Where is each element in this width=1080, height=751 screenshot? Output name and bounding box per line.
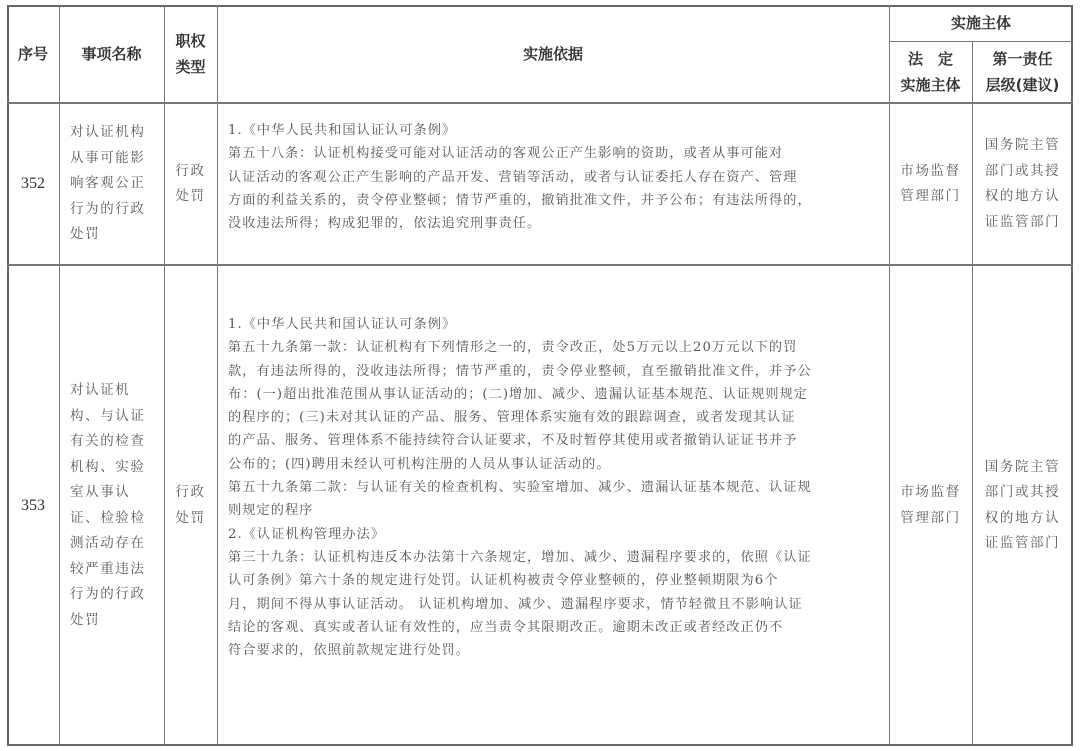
legal-subject-line: 管理部门 [900, 509, 961, 526]
header-item-name [59, 5, 164, 103]
item-name-line: 处罚 [70, 226, 101, 243]
item-name-line: 从事可能影 [70, 149, 146, 166]
item-name-line: 证、检验检 [70, 509, 146, 526]
seq-number: 353 [21, 496, 45, 514]
row-352-power-type [164, 103, 217, 265]
row-353-basis [228, 313, 883, 662]
item-name-line: 构、与认证 [70, 407, 146, 424]
header-subject-group-label: 实施主体 [950, 14, 1011, 32]
basis-line: 认可条例》第六十条的规定进行处罚。认证机构被责令停业整顿的，停业整顿期限为6个 [228, 573, 779, 589]
power-type-line: 行政 [175, 162, 206, 179]
legal-subject-line: 管理部门 [900, 188, 961, 204]
row-353-legal-subject [889, 265, 972, 746]
basis-line: 第五十八条：认证机构接受可能对认证活动的客观公正产生影响的资助，或者从事可能对 [228, 146, 784, 162]
header-power-type-line2: 类型 [175, 58, 206, 76]
header-legal-subject-line2: 实施主体 [900, 76, 961, 94]
header-first-responsibility [972, 41, 1073, 103]
item-name-line: 行为的行政 [70, 586, 146, 602]
first-resp-line: 证监管部门 [984, 535, 1061, 551]
header-subject-group [889, 5, 1073, 41]
basis-line: 款，有违法所得的，没收违法所得；情节严重的，责令停业整顿，直至撤销批准文件，并予公 [228, 363, 812, 379]
item-name-line: 响客观公正 [70, 175, 146, 192]
first-resp-line: 部门或其授 [984, 484, 1061, 500]
item-name-line: 室从事认 [70, 484, 131, 500]
basis-line: 1.《中华人民共和国认证认可条例》 [228, 123, 457, 138]
item-name-line: 测活动存在 [70, 535, 146, 551]
item-name-line: 对认证机 [70, 382, 131, 398]
header-power-type-line1: 职权 [175, 32, 206, 50]
basis-line: 认证活动的客观公正产生影响的产品开发、营销等活动，或者与认证委托人存在资产、管理 [228, 169, 798, 185]
first-resp-line: 国务院主管 [984, 458, 1061, 475]
first-resp-line: 部门或其授 [984, 162, 1061, 179]
legal-subject-line: 市场监督 [900, 484, 961, 500]
seq-number: 352 [21, 175, 45, 192]
basis-line: 则规定的程序 [228, 503, 314, 519]
legal-subject-line: 市场监督 [900, 162, 961, 179]
first-resp-line: 国务院主管 [984, 137, 1061, 153]
header-power-type [164, 5, 217, 103]
basis-line: 1.《中华人民共和国认证认可条例》 [228, 317, 457, 332]
column-divider [217, 5, 218, 746]
header-item-name-label: 事项名称 [81, 45, 142, 63]
header-first-resp-line1: 第一责任 [992, 50, 1053, 68]
row-352-legal-subject [889, 103, 972, 265]
row-353-power-type [164, 265, 217, 746]
power-type-line: 处罚 [175, 188, 206, 204]
basis-line: 符合要求的，依照前款规定进行处罚。 [228, 643, 471, 659]
item-name-line: 有关的检查 [70, 433, 146, 449]
header-basis-label: 实施依据 [522, 45, 583, 63]
basis-line: 的程序的；(三)未对其认证的产品、服务、管理体系实施有效的跟踪调查，或者发现其认证 [228, 410, 796, 426]
row-353-first-responsibility [972, 265, 1073, 746]
header-legal-subject [889, 41, 972, 103]
header-basis [217, 5, 889, 103]
power-type-line: 行政 [175, 484, 206, 500]
basis-line: 布：(一)超出批准范围从事认证活动的；(二)增加、减少、遗漏认证基本规范、认证规则规定 [228, 386, 809, 402]
first-resp-line: 权的地方认 [984, 509, 1061, 526]
basis-line: 2.《认证机构管理办法》 [228, 526, 386, 542]
header-legal-subject-line1: 法 定 [907, 50, 953, 68]
basis-line: 方面的利益关系的，责令停业整顿；情节严重的，撤销批准文件，并予公布；有违法所得的， [228, 192, 812, 208]
basis-line: 公布的；(四)聘用未经认可机构注册的人员从事认证活动的。 [228, 456, 611, 472]
row-352-item-name [59, 103, 164, 265]
item-name-line: 行为的行政 [70, 200, 146, 217]
first-resp-line: 权的地方认 [984, 188, 1061, 204]
basis-line: 第五十九条第一款：认证机构有下列情形之一的，责令改正，处5万元以上20万元以下的罚 [228, 340, 798, 356]
basis-line: 月，期间不得从事认证活动。 认证机构增加、减少、遗漏程序要求，情节轻微且不影响认证 [228, 596, 803, 612]
basis-line: 没收违法所得；构成犯罪的，依法追究刑事责任。 [228, 216, 542, 232]
first-resp-line: 证监管部门 [984, 213, 1061, 230]
basis-line: 第五十九条第二款：与认证有关的检查机构、实验室增加、减少、遗漏认证基本规范、认证规 [228, 480, 812, 496]
item-name-line: 较严重违法 [70, 560, 146, 577]
row-352-first-responsibility [972, 103, 1073, 265]
item-name-line: 机构、实验 [70, 458, 146, 475]
basis-line: 的产品、服务、管理体系不能持续符合认证要求，不及时暂停其使用或者撤销认证证书并予 [228, 433, 798, 449]
row-352-basis [228, 119, 883, 235]
header-seq [7, 5, 59, 103]
item-name-line: 处罚 [70, 611, 101, 628]
item-name-line: 对认证机构 [70, 124, 146, 141]
header-seq-label: 序号 [17, 45, 48, 63]
row-353-seq [7, 265, 59, 746]
header-first-resp-line2: 层级(建议) [985, 76, 1060, 94]
row-353-item-name [59, 265, 164, 746]
power-type-line: 处罚 [175, 509, 206, 526]
basis-line: 第三十九条：认证机构违反本办法第十六条规定，增加、减少、遗漏程序要求的，依照《认证 [228, 549, 812, 565]
basis-line: 结论的客观、真实或者认证有效性的，应当责令其限期改正。逾期未改正或者经改正仍不 [228, 619, 784, 635]
row-352-seq [7, 103, 59, 265]
